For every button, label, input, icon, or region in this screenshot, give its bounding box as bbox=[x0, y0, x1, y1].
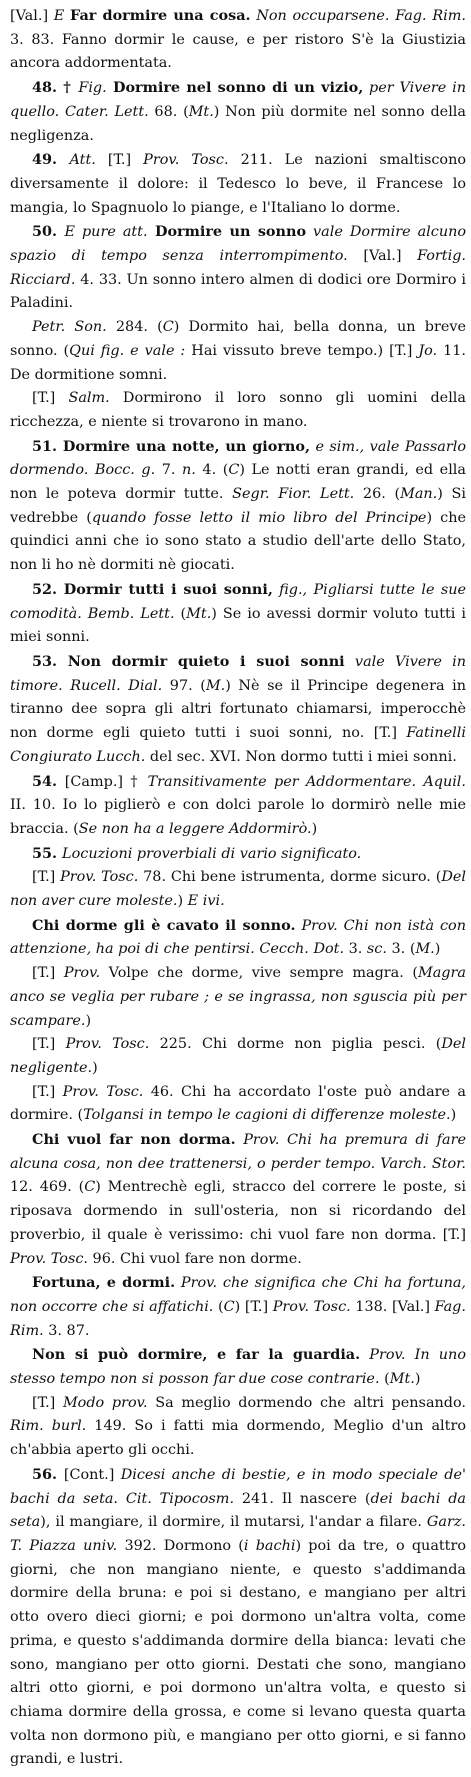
text-run: 26. ( bbox=[354, 486, 401, 503]
dictionary-page-column bbox=[10, 4, 466, 1772]
text-run: 3. 87. bbox=[43, 1322, 90, 1339]
entry-paragraph bbox=[10, 842, 466, 867]
text-run: [T.] bbox=[32, 1083, 63, 1100]
text-run: Prov. Chi non istà con attenzione, ha poi di che pentirsi. Cecch. Dot. bbox=[10, 917, 466, 958]
text-run: Locuzioni proverbiali di vario significato. bbox=[62, 845, 362, 862]
text-run: 138. [Val.] bbox=[350, 1298, 435, 1315]
text-run: fig., Pigliarsi tutte le sue comodità. Bemb. Lett. bbox=[10, 581, 466, 622]
text-run: [T.] bbox=[32, 1394, 63, 1411]
text-run: M. bbox=[415, 941, 435, 958]
text-run: [T.] bbox=[32, 965, 64, 982]
text-run: Segr. Fior. Lett. bbox=[232, 486, 355, 503]
text-run: Prov. che significa che Chi ha fortuna, non occorre che si affatichi. bbox=[10, 1275, 466, 1315]
text-run: 68. ( bbox=[148, 103, 189, 120]
text-run: Del non aver cure moleste. bbox=[10, 869, 466, 910]
text-run: E ivi. bbox=[187, 893, 225, 910]
text-run: 51. Dormire una notte, un giorno, bbox=[32, 437, 310, 455]
text-run: Sa meglio dormendo che altri pensando. bbox=[147, 1394, 466, 1411]
text-run: [T.] bbox=[95, 152, 144, 169]
text-run: ) Nè se il Principe degenera in tiranno dee sopra gli altri fortunato chiamarsi, imperocchè non dorme egli quieto tutti i suoi sonni, no. [T.] bbox=[10, 677, 466, 742]
text-run: 225. Chi dorme non piglia pesci. ( bbox=[149, 1036, 442, 1053]
text-run: vale Vivere in timore. Rucell. Dial. bbox=[10, 653, 466, 694]
text-run: ) bbox=[177, 893, 188, 910]
text-run: Chi vuol far non dorma. bbox=[32, 1131, 236, 1149]
entry-paragraph bbox=[10, 578, 466, 650]
text-run: Prov. In uno stesso tempo non si posson far due cose contrarie. bbox=[10, 1347, 466, 1388]
text-run: ) bbox=[92, 1059, 98, 1076]
text-run: Prov. Tosc. bbox=[62, 1083, 144, 1100]
text-run: C bbox=[223, 1298, 235, 1315]
text-run: Dormire un sonno bbox=[147, 223, 307, 241]
entry-paragraph bbox=[10, 387, 466, 434]
text-run: 284. ( bbox=[106, 319, 163, 336]
text-run: 53. Non dormir quieto i suoi sonni bbox=[32, 652, 345, 670]
text-run: 54. bbox=[32, 772, 65, 790]
entry-paragraph bbox=[10, 770, 466, 842]
text-run: ) bbox=[450, 1107, 457, 1124]
text-run: ( bbox=[379, 1371, 390, 1388]
text-run: Non si può dormire, e far la guardia. bbox=[32, 1346, 361, 1364]
text-run: [Camp.] † bbox=[64, 773, 148, 790]
entry-paragraph bbox=[10, 76, 466, 148]
text-run: Prov. Tosc. bbox=[60, 869, 139, 886]
entry-paragraph bbox=[10, 1033, 466, 1080]
text-run: 55. bbox=[32, 844, 63, 862]
text-run: Fig. bbox=[78, 80, 107, 97]
text-run: C bbox=[84, 1179, 96, 1196]
text-run: ) Si vedrebbe ( bbox=[10, 486, 466, 526]
entry-paragraph bbox=[10, 1271, 466, 1343]
entry-paragraph bbox=[10, 1343, 466, 1391]
entry-paragraph bbox=[10, 914, 466, 962]
text-run: 48. † bbox=[32, 79, 79, 97]
text-run: e sim., vale Passarlo dormendo. Bocc. g. bbox=[10, 438, 466, 479]
text-run: 149. So i fatti mia dormendo, Meglio d'un altro ch'abbia aperto gli occhi. bbox=[10, 1418, 466, 1459]
text-run: 49. bbox=[32, 151, 70, 169]
entry-paragraph bbox=[10, 148, 466, 220]
text-run: Tolgansi in tempo le cagioni di differenze moleste. bbox=[83, 1107, 451, 1124]
text-run: Rim. burl. bbox=[10, 1418, 87, 1435]
text-run: 4. ( bbox=[195, 462, 229, 479]
text-run: 56. bbox=[32, 1465, 64, 1483]
text-run: Chi dorme gli è cavato il sonno. bbox=[32, 916, 296, 934]
text-run: Prov. Tosc. bbox=[272, 1298, 351, 1315]
entry-paragraph bbox=[10, 866, 466, 913]
text-run: Petr. Son. bbox=[32, 319, 107, 336]
text-run: Qui fig. e vale : bbox=[69, 342, 186, 359]
text-run: 50. bbox=[32, 223, 65, 241]
text-run: [T.] bbox=[32, 390, 69, 407]
entry-paragraph bbox=[10, 650, 466, 770]
entry-paragraph bbox=[10, 220, 466, 316]
text-run: dei bachi da seta bbox=[10, 1490, 466, 1531]
text-run: C bbox=[228, 462, 240, 479]
text-run: Prov. Tosc. bbox=[10, 1250, 88, 1267]
text-run: ) bbox=[85, 1012, 92, 1029]
text-run: ) poi da tre, o quattro giorni, che non mangiano niente, e questo s'addimanda dormire della bruna: e poi si destano, e mangiano per altri otto overo dieci giorni; e poi dormono un'altra volta, come prima, e questo s'addimanda dormire della bianca: levati che sono, mangiano per otto giorni. Destati che sono, mangiano altri otto giorni, e poi dormono un'altra volta, e questo si chiama dormire della grossa, e come si levano questa quarta volta non dormono più, e mangiano per otto giorni, e si fanno grandi, e lustri. bbox=[10, 1538, 467, 1768]
text-run: Prov. Chi ha premura di fare alcuna cosa, non dee trattenersi, o perder tempo. Varch. Stor. bbox=[10, 1132, 466, 1172]
text-run: E bbox=[53, 8, 71, 24]
text-run: Far dormire una cosa. bbox=[70, 7, 251, 24]
text-run: ) bbox=[311, 820, 318, 837]
text-run: M. bbox=[205, 677, 226, 694]
text-run: ) che quindici anni che io sono stato a studio dell'arte dello Stato, non li ho nè dormiti nè giocati. bbox=[10, 509, 466, 574]
text-run: per Vivere in quello. Cater. Lett. bbox=[10, 80, 466, 120]
text-run: Modo prov. bbox=[62, 1394, 148, 1411]
text-run: 7. bbox=[155, 462, 183, 479]
text-run: 11. De dormitione somni. bbox=[10, 342, 466, 383]
text-run: quando fosse letto il mio libro del Principe bbox=[91, 509, 427, 526]
text-run: 97. ( bbox=[162, 677, 206, 694]
text-run: Volpe che dorme, vive sempre magra. ( bbox=[100, 965, 418, 982]
text-run: Jo. bbox=[418, 342, 438, 359]
text-run: ) Dormito hai, bella donna, un breve sonno. ( bbox=[10, 319, 466, 359]
text-run: ) bbox=[414, 1371, 421, 1388]
text-run: ) Le notti eran grandi, ed ella non le poteva dormir tutte. bbox=[10, 462, 466, 503]
text-run: Mt. bbox=[186, 605, 212, 622]
text-run: Dicesi anche di bestie, e in modo speciale de' bachi da seta. Cit. Tipocosm. bbox=[10, 1466, 466, 1507]
text-run: C bbox=[162, 319, 174, 336]
text-run: Dormire nel sonno di un vizio, bbox=[106, 79, 364, 97]
text-run: [Val.] bbox=[10, 8, 54, 24]
text-run: Salm. bbox=[68, 390, 110, 407]
entry-paragraph bbox=[10, 4, 466, 76]
text-run: 4. 33. Un sonno intero almen di dodici ore Dormiro i Paladini. bbox=[10, 271, 466, 312]
text-run: Fag. Rim. bbox=[10, 1298, 466, 1339]
text-run: Fatinelli Congiurato Lucch. bbox=[10, 725, 466, 765]
text-run: ( bbox=[213, 1298, 224, 1315]
entry-paragraph bbox=[10, 435, 466, 578]
text-run: n. bbox=[182, 462, 196, 479]
text-run: [T.] bbox=[32, 869, 61, 886]
text-run: ), il mangiare, il dormire, il mutarsi, l'andar a filare. bbox=[40, 1514, 427, 1531]
text-run: ) Mentrechè egli, stracco del correre le poste, si riposava dormendo in sull'osteria, non si ricordando del proverbio, il quale è verissimo: chi vuol fare non dorma. [T.] bbox=[10, 1179, 466, 1243]
text-run: Dormirono il loro sonno gli uomini della ricchezza, e niente si trovarono in mano. bbox=[10, 390, 466, 430]
text-run: Fortuna, e dormi. bbox=[32, 1274, 176, 1292]
entry-paragraph bbox=[10, 316, 466, 387]
entry-paragraph bbox=[10, 962, 466, 1033]
text-run: 46. Chi ha accordato l'oste può andare a dormire. ( bbox=[10, 1083, 466, 1124]
text-run: Fortig. Ricciard. bbox=[10, 248, 466, 288]
text-run: [T.] bbox=[32, 1036, 66, 1053]
text-run: vale Dormire alcuno spazio di tempo senza interrompimento. bbox=[10, 224, 467, 265]
text-run: 241. Il nascere ( bbox=[234, 1490, 371, 1507]
text-run: 3. ( bbox=[386, 941, 416, 958]
text-run: Prov. bbox=[63, 965, 101, 982]
entry-paragraph bbox=[10, 1081, 466, 1128]
entry-paragraph bbox=[10, 1392, 466, 1463]
text-run: [Val.] bbox=[347, 248, 418, 265]
text-run: Mt. bbox=[188, 103, 214, 120]
text-run: ) Non più dormite nel sonno della negligenza. bbox=[10, 103, 466, 144]
text-run: 12. 469. ( bbox=[10, 1179, 85, 1196]
text-run: Prov. Tosc. bbox=[65, 1036, 150, 1053]
entry-paragraph bbox=[10, 1128, 466, 1271]
entry-paragraph bbox=[10, 1463, 466, 1772]
text-run: 52. Dormir tutti i suoi sonni, bbox=[32, 580, 273, 598]
text-run: ) bbox=[434, 941, 441, 958]
text-run: 211. Le nazioni smaltiscono diversamente il dolore: il Tedesco lo beve, il Francese lo mangia, lo Spagnuolo lo piange, e l'Italiano lo dorme. bbox=[10, 152, 467, 216]
text-run: Se non ha a leggere Addormirò. bbox=[78, 820, 312, 837]
text-run: 3. 83. Fanno dormir le cause, e per ristoro S'è la Giustizia ancora addormentata. bbox=[10, 31, 466, 72]
text-run: ) [T.] bbox=[234, 1298, 273, 1315]
text-run: Hai vissuto breve tempo.) [T.] bbox=[185, 342, 419, 359]
text-run: Man. bbox=[400, 486, 438, 503]
text-run: 78. Chi bene istrumenta, dorme sicuro. ( bbox=[138, 869, 442, 886]
text-run: Magra anco se veglia per rubare ; e se ingrassa, non sguscia più per scampare. bbox=[10, 965, 466, 1029]
text-run: 96. Chi vuol fare non dorme. bbox=[87, 1250, 302, 1267]
text-run: Att. bbox=[69, 152, 96, 169]
text-run: E pure att. bbox=[64, 224, 148, 241]
text-run: Del negligente. bbox=[10, 1036, 466, 1076]
text-run: Prov. Tosc. bbox=[143, 152, 229, 169]
text-run: II. 10. Io lo piglierò e con dolci parole lo dormirò nelle mie braccia. ( bbox=[10, 797, 466, 837]
text-run: ( bbox=[174, 605, 187, 622]
text-run: Garz. T. Piazza univ. bbox=[10, 1514, 466, 1554]
text-run: 392. Dormono ( bbox=[117, 1538, 244, 1554]
text-run: del sec. XVI. Non dormo tutti i miei sonni. bbox=[145, 748, 457, 765]
text-run: [Cont.] bbox=[63, 1466, 121, 1483]
text-run: Non occuparsene. Fag. Rim. bbox=[250, 8, 466, 24]
text-run: Transitivamente per Addormentare. Aquil. bbox=[147, 773, 466, 790]
text-run: 3. bbox=[344, 941, 367, 958]
text-run: sc. bbox=[366, 941, 387, 958]
text-run: i bachi bbox=[243, 1538, 296, 1554]
text-run: ) Se io avessi dormir voluto tutti i miei sonni. bbox=[10, 605, 466, 646]
text-run: Mt. bbox=[389, 1371, 415, 1388]
